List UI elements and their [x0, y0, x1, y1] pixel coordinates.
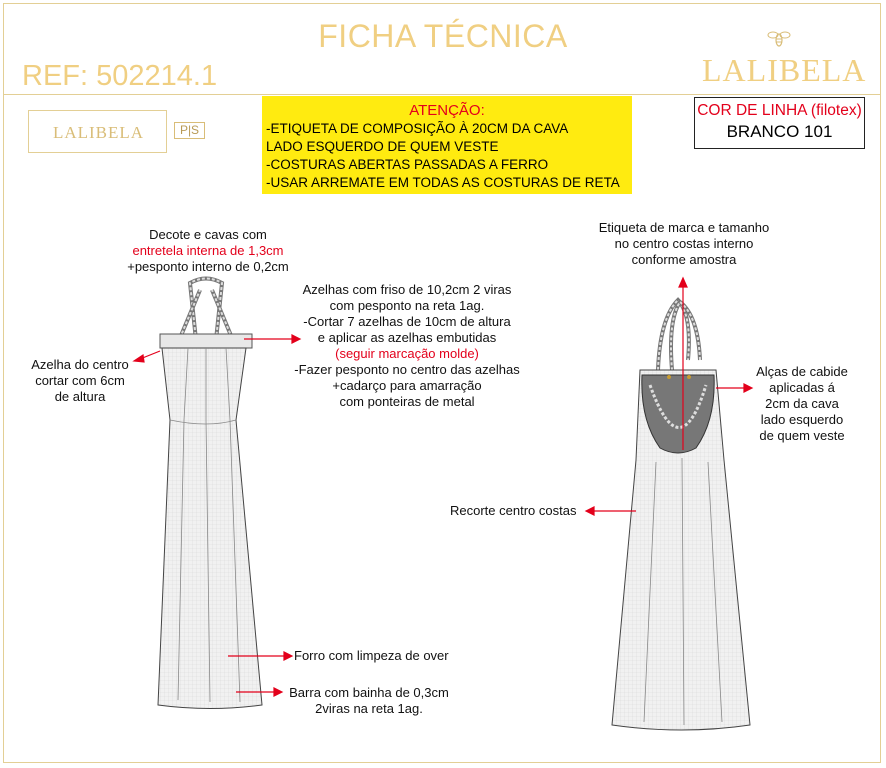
note-line: com ponteiras de metal — [339, 394, 475, 409]
note-line: Azelhas com friso de 10,2cm 2 viras — [302, 282, 512, 297]
note-line: -Fazer pesponto no centro das azelhas — [294, 362, 520, 377]
thread-color-title: COR DE LINHA (filotex) — [697, 102, 862, 119]
attention-line: -ETIQUETA DE COMPOSIÇÃO À 20CM DA CAVA — [266, 121, 569, 136]
note-line: +pesponto interno de 0,2cm — [127, 259, 289, 274]
thread-color-value: BRANCO 101 — [726, 122, 833, 141]
note-back-seam: Recorte centro costas — [450, 503, 577, 518]
note-line: 2cm da cava — [765, 396, 839, 411]
note-line: -Cortar 7 azelhas de 10cm de altura — [303, 314, 511, 329]
note-line: conforme amostra — [631, 252, 737, 267]
note-line: Decote e cavas com — [149, 227, 267, 242]
note-lining: Forro com limpeza de over — [294, 648, 449, 663]
note-line: Etiqueta de marca e tamanho — [598, 220, 770, 235]
note-line: +cadarço para amarração — [332, 378, 482, 393]
note-brand-label — [590, 220, 778, 268]
note-line: de quem veste — [759, 428, 845, 443]
note-hanger — [744, 364, 860, 444]
note-line: lado esquerdo — [760, 412, 844, 427]
attention-line: LADO ESQUERDO DE QUEM VESTE — [266, 139, 499, 154]
front-dress-drawing — [158, 279, 262, 709]
note-hem — [280, 685, 458, 717]
note-loops — [278, 282, 536, 410]
note-line: 2viras na reta 1ag. — [315, 701, 423, 716]
note-line: de altura — [54, 389, 106, 404]
note-line: Alças de cabide — [756, 364, 848, 379]
page-title: FICHA TÉCNICA — [318, 18, 568, 54]
attention-heading: ATENÇÃO: — [409, 102, 485, 119]
size-tag: P|S — [174, 122, 205, 139]
note-neckline — [118, 227, 298, 275]
note-line: aplicadas á — [769, 380, 835, 395]
note-line: e aplicar as azelhas embutidas — [317, 330, 497, 345]
brand-logo: LALIBELA — [702, 52, 867, 88]
note-line: Azelha do centro — [31, 357, 129, 372]
note-line: (seguir marcação molde) — [335, 346, 479, 361]
note-line: com pesponto na reta 1ag. — [329, 298, 485, 313]
reference-code: REF: 502214.1 — [22, 60, 218, 92]
note-line: no centro costas interno — [614, 236, 754, 251]
note-line: entretela interna de 1,3cm — [132, 243, 284, 258]
note-line: Barra com bainha de 0,3cm — [289, 685, 449, 700]
attention-line: -USAR ARREMATE EM TODAS AS COSTURAS DE RETA — [266, 175, 620, 190]
brand-label-text: LALIBELA — [52, 123, 145, 142]
back-dress-drawing — [612, 300, 750, 730]
attention-line: -COSTURAS ABERTAS PASSADAS A FERRO — [266, 157, 549, 172]
note-center-loop — [18, 357, 142, 405]
note-line: cortar com 6cm — [35, 373, 125, 388]
